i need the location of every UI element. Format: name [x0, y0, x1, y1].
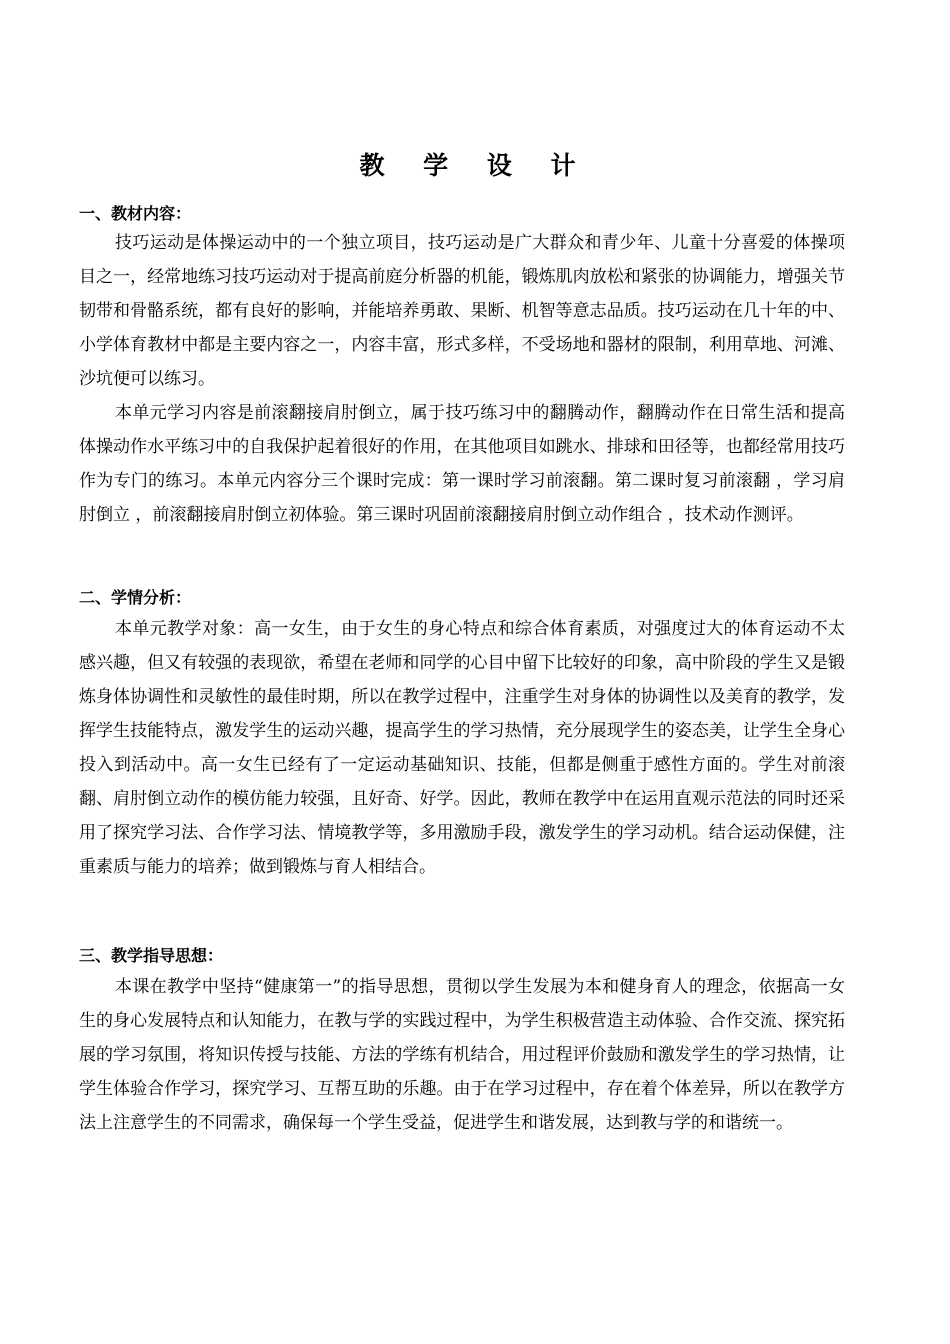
section-heading-guiding-thought: 三、教学指导思想：: [79, 946, 224, 965]
section-heading-learner-analysis: 二、学情分析：: [79, 588, 192, 607]
paragraph-materials-1: 技巧运动是体操运动中的一个独立项目，技巧运动是广大群众和青少年、儿童十分喜爱的体操项目之一，经常地练习技巧运动对于提高前庭分析器的机能，锻炼肌肉放松和紧张的协调能力，增强关节韧带和骨骼系统，都有良好的影响，并能培养勇敢、果断、机智等意志品质。技巧运动在几十年的中、小学体育教材中都是主要内容之一，内容丰富，形式多样，不受场地和器材的限制，利用草地、河滩、沙坑便可以练习。: [79, 233, 845, 389]
paragraph-materials-2: 本单元学习内容是前滚翻接肩肘倒立，属于技巧练习中的翻腾动作，翻腾动作在日常生活和提高体操动作水平练习中的自我保护起着很好的作用，在其他项目如跳水、排球和田径等，也都经常用技巧作为专门的练习。本单元内容分三个课时完成：第一课时学习前滚翻。第二课时复习前滚翻 ，学习肩肘倒立 ，前滚翻接肩肘倒立初体验。第三课时巩固前滚翻接肩肘倒立动作组合 ，技术动作测评。: [79, 403, 845, 525]
paragraph-learner-analysis: 本单元教学对象：高一女生，由于女生的身心特点和综合体育素质，对强度过大的体育运动不太感兴趣，但又有较强的表现欲，希望在老师和同学的心目中留下比较好的印象，高中阶段的学生又是锻炼身体协调性和灵敏性的最佳时期，所以在教学过程中，注重学生对身体的协调性以及美育的教学，发挥学生技能特点，激发学生的运动兴趣，提高学生的学习热情，充分展现学生的姿态美，让学生全身心投入到活动中。高一女生已经有了一定运动基础知识、技能，但都是侧重于感性方面的。学生对前滚翻、肩肘倒立动作的模仿能力较强，且好奇、好学。因此，教师在教学中在运用直观示范法的同时还采用了探究学习法、合作学习法、情境教学等，多用激励手段，激发学生的学习动机。结合运动保健，注重素质与能力的培养；做到锻炼与育人相结合。: [79, 619, 845, 877]
paragraph-guiding-thought: 本课在教学中坚持“健康第一”的指导思想，贯彻以学生发展为本和健身育人的理念，依据高一女生的身心发展特点和认知能力，在教与学的实践过程中，为学生积极营造主动体验、合作交流、探究拓展的学习氛围，将知识传授与技能、方法的学练有机结合，用过程评价鼓励和激发学生的学习热情，让学生体验合作学习，探究学习、互帮互助的乐趣。由于在学习过程中，存在着个体差异，所以在教学方法上注意学生的不同需求，确保每一个学生受益，促进学生和谐发展，达到教与学的和谐统一。: [79, 977, 845, 1133]
section-heading-materials: 一、教材内容：: [79, 204, 192, 223]
page-title: 教 学 设 计: [359, 151, 591, 180]
